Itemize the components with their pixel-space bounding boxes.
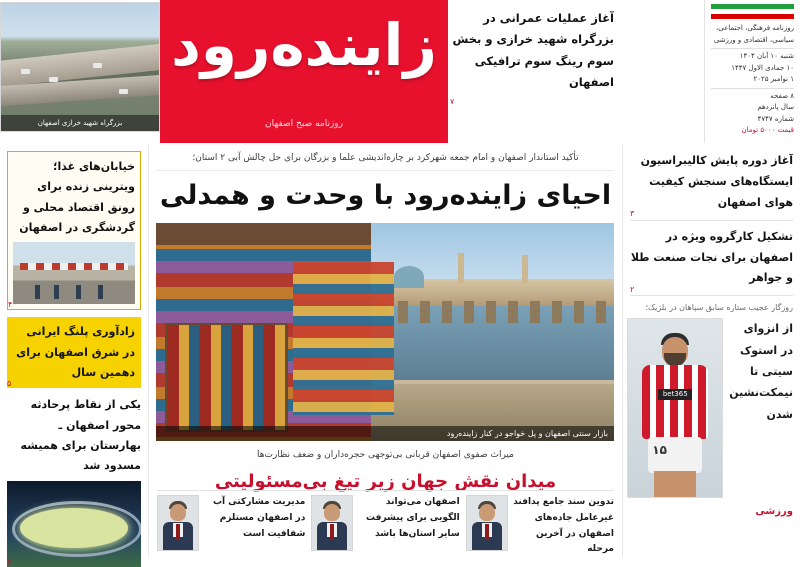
minaret-shape	[458, 253, 464, 283]
masthead-top-story-headline: آغاز عملیات عمرانی در بزرگراه شهید خرازی و بخش سوم رینگ سوم ترافیکی اصفهان	[452, 11, 614, 89]
side-story-page-number: ۶	[7, 557, 12, 567]
side-story-title: یکی از نقاط پرحادثه محور اصفهان ـ بهارستان برای همیشه مسدود شد	[20, 398, 141, 473]
lead-kicker: تأکید استاندار اصفهان و امام جمعه شهرکرد بر چاره‌اندیشی علما و بزرگان برای حل چالش آبی ۲ استان؛	[157, 151, 614, 171]
player-story-footer: ورزشی	[755, 506, 793, 518]
masthead-info-line: ۱ نوامبر ۲۰۲۵	[753, 75, 794, 84]
masthead-info-line: شنبه ۱۰ آبان ۱۴۰۴	[739, 52, 794, 61]
secondary-headline[interactable]: میدان نقش جهان زیر تیغ بی‌مسئولیتی	[214, 471, 557, 493]
masthead-info-block	[704, 0, 800, 143]
masthead	[0, 0, 800, 143]
bottom-story-title: مدیریت مشارکتی آب در اصفهان مستلزم شفافیت است	[212, 497, 306, 539]
bottom-story-item[interactable]	[157, 495, 305, 557]
center-column	[148, 145, 622, 557]
masthead-info-line: سیاسی، اقتصادی و ورزشی	[713, 35, 794, 44]
divider	[711, 88, 794, 89]
masthead-info-line: سال پانزدهم	[757, 103, 794, 112]
player-story-title: از انزوای در استوک سیتی تا نیمکت‌نشین شدن	[729, 322, 793, 421]
player-photo	[627, 318, 723, 498]
iran-flag-icon	[711, 4, 794, 20]
side-story-food-streets[interactable]	[7, 151, 141, 310]
bottom-story-strip	[157, 490, 614, 557]
bottom-story-item[interactable]	[466, 495, 614, 557]
masthead-photo-caption: بزرگراه شهید خرازی اصفهان	[1, 115, 159, 131]
jersey-shape	[642, 365, 708, 439]
masthead-info-line: ۱۰ جمادی الاول ۱۴۴۷	[731, 63, 794, 72]
stadium-pitch-shape	[20, 508, 127, 548]
masthead-info-line: شماره ۴۷۴۷	[757, 114, 794, 123]
portrait-photo	[157, 495, 199, 551]
player-story[interactable]	[630, 302, 793, 521]
masthead-info-line: روزنامه فرهنگی، اجتماعی،	[716, 24, 794, 32]
awning-shape	[20, 263, 127, 269]
legs-shape	[654, 471, 696, 497]
car-shape	[49, 77, 58, 82]
lead-photo	[156, 223, 614, 441]
jersey-sponsor-badge: bet365	[658, 389, 692, 400]
left-column	[0, 145, 148, 567]
right-column	[622, 145, 800, 557]
side-story-road-closure[interactable]	[7, 395, 141, 566]
side-story-title: زادآوری پلنگ ایرانی در شرق اصفهان برای دهمین سال	[16, 325, 135, 380]
newspaper-logo: زاینده‌رود	[171, 11, 437, 79]
portrait-photo	[311, 495, 353, 551]
bridge-arches-shape	[376, 301, 614, 323]
side-story-page-number: ۴	[8, 300, 13, 310]
street-photo	[13, 242, 135, 304]
divider	[711, 48, 794, 49]
car-shape	[93, 63, 102, 68]
masthead-info-line: ۸ صفحه	[770, 91, 794, 100]
jersey-number: ۱۵	[652, 443, 667, 458]
side-story-leopard[interactable]	[7, 317, 141, 388]
brief-item[interactable]	[630, 227, 793, 297]
secondary-kicker: میراث صفوی اصفهان قربانی بی‌توجهی حجره‌داران و ضعف نظارت‌ها	[257, 449, 514, 460]
brief-title: تشکیل کارگروه ویژه در اصفهان برای نجات صنعت طلا و جواهر	[630, 229, 793, 285]
brief-title: آغاز دوره پایش کالیبراسیون ایستگاه‌های سنجش کیفیت هوای اصفهان	[640, 154, 793, 209]
night-stadium-photo	[7, 481, 141, 567]
carpets-shape	[165, 323, 288, 432]
car-shape	[21, 69, 30, 74]
portrait-photo	[466, 495, 508, 551]
brief-page-number: ۲	[630, 285, 635, 295]
side-story-title: خیابان‌های غذا؛ ویترینی زنده برای رونق اقتصاد محلی و گردشگری در اصفهان	[19, 160, 135, 235]
brief-page-number: ۳	[630, 209, 635, 219]
bottom-story-title: اصفهان می‌تواند الگویی برای پیشرفت سایر استان‌ها باشد	[366, 497, 460, 539]
masthead-photo	[0, 2, 160, 132]
bottom-story-item[interactable]	[311, 495, 459, 557]
masthead-price: قیمت ۵۰۰۰ تومان	[741, 126, 794, 135]
dome-shape	[394, 266, 424, 288]
brief-item[interactable]	[630, 151, 793, 221]
lead-headline[interactable]: احیای زاینده‌رود با وحدت و همدلی	[159, 180, 612, 212]
side-story-page-number: ۵	[7, 379, 12, 389]
newspaper-logo-subtitle: روزنامه صبح اصفهان	[264, 119, 344, 129]
masthead-top-story[interactable]	[450, 4, 620, 126]
bottom-story-title: تدوین سند جامع پدافند غیرعامل جاده‌های اصفهان در آخرین مرحله	[513, 497, 614, 555]
masthead-top-story-page-number: ۷	[450, 97, 455, 107]
bazaar-textiles-shape	[293, 262, 394, 415]
car-shape	[119, 89, 128, 94]
newspaper-logo-block	[160, 0, 448, 143]
minaret-shape	[522, 255, 528, 283]
player-story-kicker: روزگار عجیب ستاره سابق سپاهان در بلژیک؛	[645, 303, 793, 313]
lead-photo-caption: بازار سنتی اصفهان و پل خواجو در کنار زاینده‌رود	[156, 426, 614, 441]
